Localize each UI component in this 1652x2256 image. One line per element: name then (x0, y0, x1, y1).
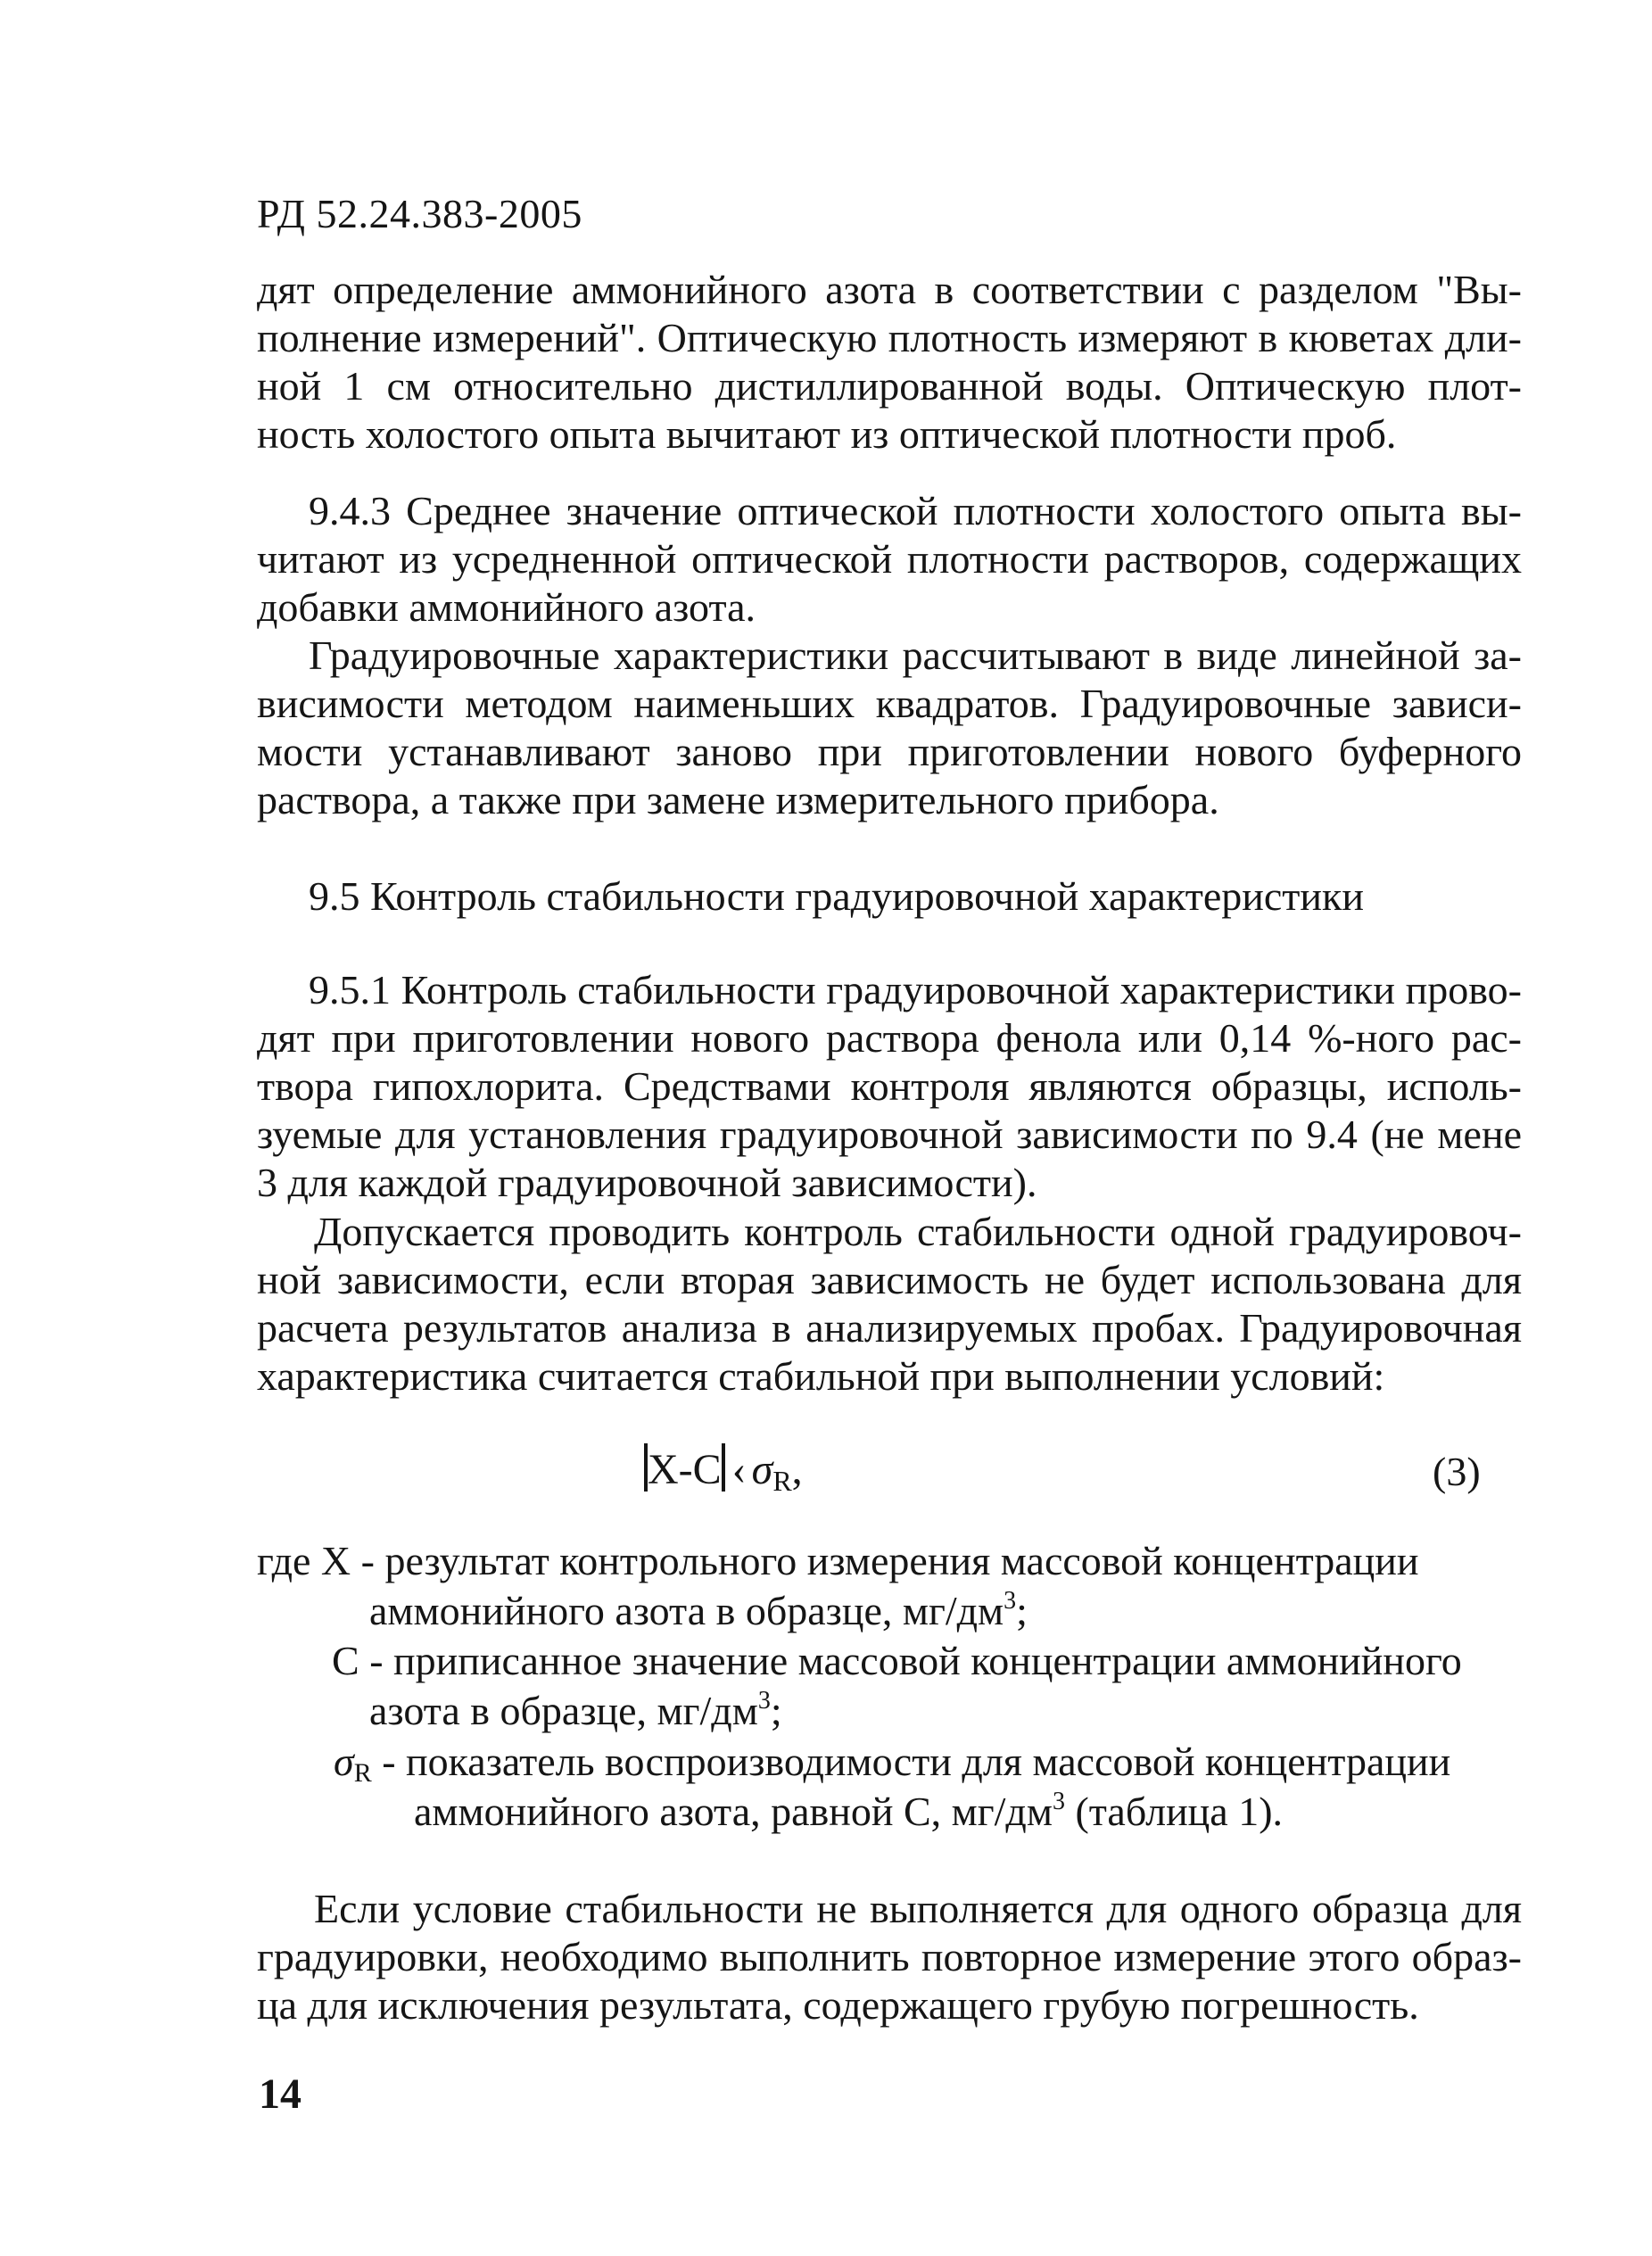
x-definition-cont: аммонийного азота в образце, мг/дм (369, 1588, 1004, 1633)
text-line: 3 для каждой градуировочной зависимости). (257, 1160, 1037, 1205)
text-line: дят определение аммонийного азота в соответствии с разделом "Вы- (257, 267, 1522, 312)
table-reference: (таблица 1). (1064, 1789, 1284, 1834)
where-intro: где (257, 1538, 311, 1583)
paragraph-allowed (257, 1208, 1522, 1401)
text-line: градуировки, необходимо выполнить повторное измерение этого образ- (257, 1934, 1522, 1979)
text-line: Градуировочные характеристики рассчитывают в виде линейной за- (309, 632, 1522, 678)
sigma-subscript: R (772, 1465, 792, 1497)
text-line: раствора, а также при замене измерительного прибора. (257, 777, 1219, 822)
cube-superscript: 3 (757, 1687, 771, 1715)
paragraph-calibration (257, 632, 1522, 824)
document-code: РД 52.24.383-2005 (257, 191, 582, 236)
where-line-c (332, 1637, 1462, 1685)
text-line: 9.4.3 Среднее значение оптической плотности холостого опыта вы- (309, 488, 1522, 533)
cube-superscript: 3 (1004, 1587, 1017, 1615)
paragraph-9-5-1 (257, 966, 1522, 1207)
text-line: дят при приготовлении нового раствора фенола или 0,14 %-ного рас- (257, 1015, 1522, 1061)
section-heading-9-5: 9.5 Контроль стабильности градуировочной характеристики (309, 873, 1364, 919)
semicolon: ; (770, 1688, 782, 1733)
x-definition: - результат контрольного измерения массовой концентрации (360, 1538, 1419, 1583)
text-line: зуемые для установления градуировочной зависимости по 9.4 (не мене (257, 1111, 1522, 1157)
where-line-sigma-cont (414, 1788, 1283, 1836)
where-line-x (257, 1537, 1419, 1585)
symbol-x: X (320, 1538, 351, 1583)
less-than-sign: ‹ (731, 1446, 747, 1493)
semicolon: ; (1016, 1588, 1028, 1633)
stability-formula (644, 1441, 803, 1510)
equation-number: (3) (1433, 1449, 1481, 1494)
cube-superscript: 3 (1052, 1788, 1065, 1815)
text-line: характеристика считается стабильной при выполнении условий: (257, 1353, 1385, 1399)
sigma-definition-cont: аммонийного азота, равной С, мг/дм (414, 1789, 1053, 1834)
formula-comma: , (791, 1446, 803, 1493)
text-line: 9.5.1 Контроль стабильности градуировочной характеристики прово- (309, 967, 1522, 1012)
c-definition: - приписанное значение массовой концентрации аммонийного (369, 1638, 1462, 1683)
text-line: Если условие стабильности не выполняется для одного образца для (314, 1886, 1522, 1931)
page-number: 14 (259, 2070, 301, 2118)
abs-bar-right (722, 1443, 725, 1492)
text-line: Допускается проводить контроль стабильности одной градуировоч- (314, 1209, 1522, 1254)
sigma-subscript: R (353, 1758, 372, 1788)
text-line: твора гипохлорита. Средствами контроля являются образцы, исполь- (257, 1063, 1522, 1109)
text-line: ной зависимости, если вторая зависимость не будет использована для (257, 1257, 1522, 1302)
text-line: ной 1 см относительно дистиллированной воды. Оптическую плот- (257, 363, 1522, 409)
text-line: ца для исключения результата, содержащего грубую погрешность. (257, 1982, 1419, 2028)
sigma-symbol: σ (334, 1739, 354, 1784)
text-line: добавки аммонийного азота. (257, 584, 756, 630)
where-line-c-cont (369, 1687, 782, 1735)
text-line: мости устанавливают заново при приготовлении нового буферного (257, 729, 1522, 774)
formula-expression: X-C (648, 1446, 722, 1493)
paragraph-9-4-3 (257, 487, 1522, 632)
where-line-x-cont (369, 1587, 1028, 1635)
sigma-definition: - показатель воспроизводимости для массовой концентрации (382, 1739, 1451, 1784)
sigma-symbol: σ (751, 1446, 773, 1493)
paragraph-measurement (257, 266, 1522, 459)
text-line: читают из усредненной оптической плотности растворов, содержащих (257, 536, 1522, 582)
text-line: расчета результатов анализа в анализируемых пробах. Градуировочная (257, 1305, 1522, 1351)
text-line: ность холостого опыта вычитают из оптической плотности проб. (257, 411, 1397, 457)
text-line: полнение измерений". Оптическую плотность измеряют в кюветах дли- (257, 315, 1522, 360)
c-definition-cont: азота в образце, мг/дм (369, 1688, 758, 1733)
paragraph-repeat-measurement (257, 1885, 1522, 2029)
symbol-c: С (332, 1638, 359, 1683)
text-line: висимости методом наименьших квадратов. Градуировочные зависи- (257, 681, 1522, 726)
